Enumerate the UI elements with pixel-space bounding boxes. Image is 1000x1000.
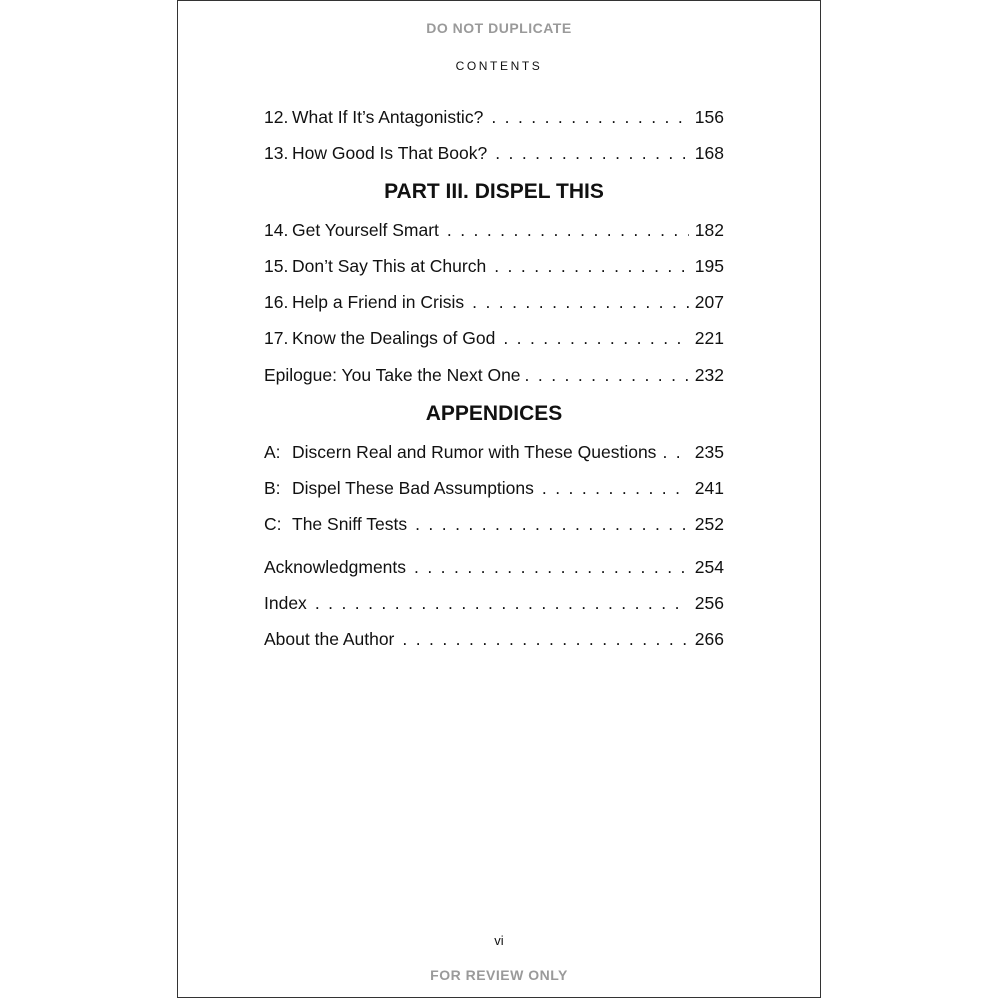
page-number: 252: [694, 514, 724, 534]
toc-entry-back-matter: [264, 554, 724, 580]
chapter-title: Get Yourself Smart: [292, 220, 439, 240]
part-heading: PART III. DISPEL THIS: [384, 180, 604, 203]
dot-leader: [662, 439, 688, 465]
toc-entry-back-matter: [264, 626, 724, 652]
dot-leader: [447, 217, 689, 243]
toc-entry-back-matter: [264, 590, 724, 616]
book-page: [177, 0, 821, 998]
dot-leader: [491, 104, 688, 130]
page-number: 254: [694, 557, 724, 577]
page-number: 207: [694, 292, 724, 312]
appendix-title: Dispel These Bad Assumptions: [292, 478, 534, 498]
dot-leader: [415, 511, 689, 537]
chapter-number: 12.: [264, 107, 289, 127]
chapter-number: 15.: [264, 256, 289, 276]
toc-entry-epilogue: [264, 362, 724, 388]
dot-leader: [542, 475, 689, 501]
page-number: 156: [694, 107, 724, 127]
page-number: 266: [694, 629, 724, 649]
appendix-letter: A:: [264, 442, 281, 462]
chapter-number: 17.: [264, 328, 289, 348]
running-head: CONTENTS: [455, 59, 543, 73]
appendix-letter: B:: [264, 478, 281, 498]
page-folio: vi: [494, 933, 504, 948]
appendix-title: The Sniff Tests: [292, 514, 408, 534]
watermark-bottom: FOR REVIEW ONLY: [430, 967, 568, 983]
chapter-title: Know the Dealings of God: [292, 328, 496, 348]
back-matter-title: About the Author: [264, 629, 395, 649]
toc-entry: [264, 325, 724, 351]
page-number: 195: [694, 256, 724, 276]
chapter-title: What If It’s Antagonistic?: [292, 107, 484, 127]
toc-entry-appendix: [264, 439, 724, 465]
back-matter-title: Acknowledgments: [264, 557, 407, 577]
toc-entry: [264, 289, 724, 315]
chapter-number: 16.: [264, 292, 289, 312]
chapter-title: Don’t Say This at Church: [292, 256, 487, 276]
dot-leader: [494, 253, 689, 279]
page-number: 221: [694, 328, 724, 348]
chapter-number: 13.: [264, 143, 289, 163]
epilogue-title: Epilogue: You Take the Next One: [264, 365, 521, 385]
appendix-title: Discern Real and Rumor with These Questions: [292, 442, 657, 462]
chapter-title: How Good Is That Book?: [292, 143, 488, 163]
page-number: 168: [694, 143, 724, 163]
chapter-number: 14.: [264, 220, 289, 240]
dot-leader: [402, 626, 688, 652]
back-matter-title: Index: [264, 593, 307, 613]
page-number: 241: [694, 478, 724, 498]
toc-entry-appendix: [264, 511, 724, 537]
page-number: 232: [694, 365, 724, 385]
appendices-heading: APPENDICES: [425, 402, 563, 425]
page-number: 256: [694, 593, 724, 613]
toc-entry-appendix: [264, 475, 724, 501]
toc-entry: [264, 104, 724, 130]
dot-leader: [525, 362, 689, 388]
dot-leader: [495, 140, 689, 166]
toc-entry: [264, 217, 724, 243]
toc-entry: [264, 140, 724, 166]
appendix-letter: C:: [264, 514, 282, 534]
watermark-top: DO NOT DUPLICATE: [426, 20, 572, 36]
dot-leader: [315, 590, 689, 616]
chapter-title: Help a Friend in Crisis: [292, 292, 465, 312]
page-number: 235: [694, 442, 724, 462]
toc-entry: [264, 253, 724, 279]
dot-leader: [472, 289, 689, 315]
dot-leader: [414, 554, 689, 580]
page-number: 182: [694, 220, 724, 240]
dot-leader: [503, 325, 688, 351]
